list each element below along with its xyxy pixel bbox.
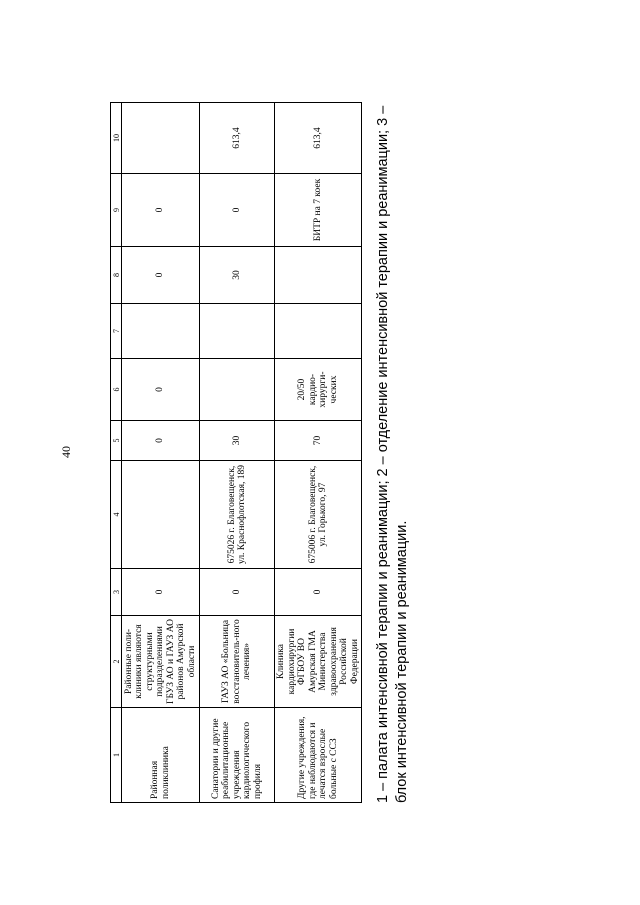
- table-cell: Клиника кардиохирургии ФГБОУ ВО Амурская ГМА Министерства здравоохранения Российской Федерации: [275, 616, 362, 708]
- table-cell: 613,4: [275, 103, 362, 174]
- table-row: [122, 103, 200, 803]
- column-header: 1: [111, 708, 122, 803]
- table-cell: Районные поли-клиники являются структурными подразделениями ГБУЗ АО и ГАУЗ АО районов Амурской области: [122, 616, 200, 708]
- table-cell: 20/50 кардио-хирурги-ческих: [275, 359, 362, 421]
- table-cell: 675026 г. Благовещенск, ул. Краснофлотская, 189: [200, 461, 275, 569]
- rotated-content: [110, 103, 410, 803]
- column-header: 8: [111, 247, 122, 304]
- table-cell: Районная поликлиника: [122, 708, 200, 803]
- data-table: [110, 102, 362, 803]
- table-row: [200, 103, 275, 803]
- column-header: 5: [111, 421, 122, 461]
- table-cell: [275, 247, 362, 304]
- table-cell: 0: [122, 174, 200, 247]
- table-cell: [200, 304, 275, 359]
- table-cell: 0: [275, 569, 362, 616]
- table-cell: 0: [122, 569, 200, 616]
- column-header: 9: [111, 174, 122, 247]
- column-header: 10: [111, 103, 122, 174]
- table-cell: ГАУЗ АО «Больница восстановитель-ного лечения»: [200, 616, 275, 708]
- table-cell: 0: [122, 247, 200, 304]
- table-cell: 613,4: [200, 103, 275, 174]
- table-cell: [122, 304, 200, 359]
- table-cell: [122, 461, 200, 569]
- table-cell: 30: [200, 421, 275, 461]
- table-cell: 0: [122, 359, 200, 421]
- table-cell: [122, 103, 200, 174]
- table-cell: 30: [200, 247, 275, 304]
- table-cell: БИТР на 7 коек: [275, 174, 362, 247]
- table-cell: 70: [275, 421, 362, 461]
- table-cell: [275, 304, 362, 359]
- table-cell: Другие учреждения, где наблюдаются и лечатся взрослые больные с ССЗ: [275, 708, 362, 803]
- table-row: [275, 103, 362, 803]
- table-cell: Санатории и другие реабилитационные учреждения кардиологического профиля: [200, 708, 275, 803]
- table-header-row: [111, 103, 122, 803]
- column-header: 3: [111, 569, 122, 616]
- table-cell: 0: [200, 174, 275, 247]
- column-header: 2: [111, 616, 122, 708]
- table-cell: [200, 359, 275, 421]
- table-cell: 0: [200, 569, 275, 616]
- page-number: 40: [59, 446, 73, 458]
- column-header: 6: [111, 359, 122, 421]
- footnote: 1 – палата интенсивной терапии и реанимации; 2 – отделение интенсивной терапии и реанимации; 3 – блок интенсивной терапии и реанимации.: [375, 105, 410, 803]
- column-header: 7: [111, 304, 122, 359]
- table-cell: 675006 г. Благовещенск, ул. Горького, 97: [275, 461, 362, 569]
- table-cell: 0: [122, 421, 200, 461]
- column-header: 4: [111, 461, 122, 569]
